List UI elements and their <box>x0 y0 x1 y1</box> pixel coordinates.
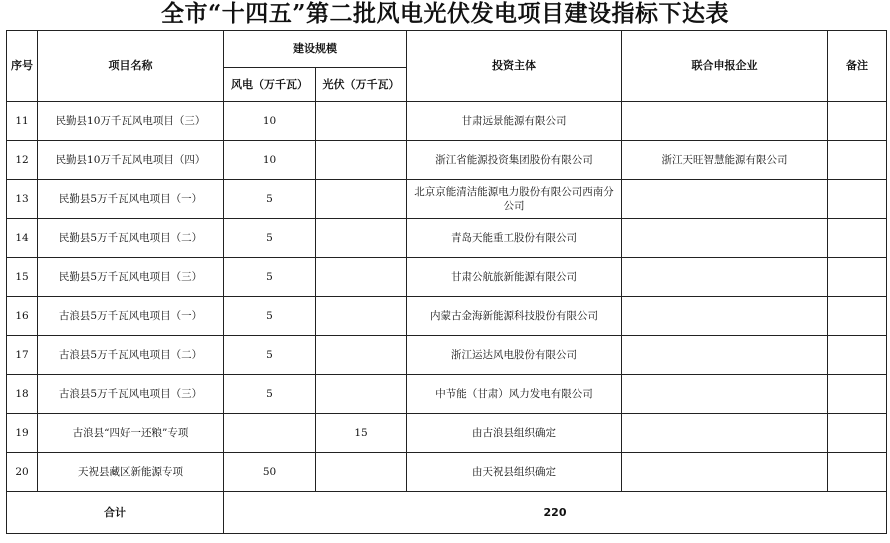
cell-wind: 50 <box>224 453 316 492</box>
cell-partner <box>622 219 828 258</box>
cell-wind <box>224 414 316 453</box>
total-label: 合计 <box>7 492 224 534</box>
cell-investor: 青岛天能重工股份有限公司 <box>407 219 622 258</box>
table-row <box>7 141 887 180</box>
cell-index: 12 <box>7 141 38 180</box>
table-row <box>7 180 887 219</box>
project-table <box>6 30 887 534</box>
total-value: 220 <box>224 492 887 534</box>
cell-remark <box>828 453 887 492</box>
cell-remark <box>828 219 887 258</box>
cell-project-name: 古浪县5万千瓦风电项目（二） <box>38 336 224 375</box>
table-body <box>7 102 887 492</box>
cell-investor: 甘肃远景能源有限公司 <box>407 102 622 141</box>
cell-index: 19 <box>7 414 38 453</box>
cell-investor: 由古浪县组织确定 <box>407 414 622 453</box>
table-row <box>7 102 887 141</box>
cell-partner <box>622 336 828 375</box>
cell-project-name: 民勤县10万千瓦风电项目（四） <box>38 141 224 180</box>
table-row <box>7 453 887 492</box>
cell-project-name: 古浪县5万千瓦风电项目（三） <box>38 375 224 414</box>
cell-project-name: 民勤县10万千瓦风电项目（三） <box>38 102 224 141</box>
cell-solar <box>316 102 407 141</box>
cell-solar <box>316 180 407 219</box>
cell-remark <box>828 336 887 375</box>
cell-wind: 5 <box>224 375 316 414</box>
cell-remark <box>828 414 887 453</box>
header-wind: 风电（万千瓦） <box>224 68 316 102</box>
cell-wind: 5 <box>224 258 316 297</box>
table-row <box>7 336 887 375</box>
header-scale: 建设规模 <box>224 31 407 68</box>
cell-partner <box>622 258 828 297</box>
cell-solar <box>316 336 407 375</box>
header-remark: 备注 <box>828 31 887 102</box>
header-partner: 联合申报企业 <box>622 31 828 102</box>
cell-remark <box>828 141 887 180</box>
cell-solar <box>316 453 407 492</box>
cell-investor: 浙江运达风电股份有限公司 <box>407 336 622 375</box>
cell-partner <box>622 297 828 336</box>
cell-project-name: 民勤县5万千瓦风电项目（一） <box>38 180 224 219</box>
cell-investor: 内蒙古金海新能源科技股份有限公司 <box>407 297 622 336</box>
cell-partner <box>622 102 828 141</box>
cell-project-name: 古浪县5万千瓦风电项目（一） <box>38 297 224 336</box>
cell-partner <box>622 453 828 492</box>
cell-project-name: 古浪县“四好一还粮”专项 <box>38 414 224 453</box>
cell-index: 11 <box>7 102 38 141</box>
cell-investor: 北京京能清洁能源电力股份有限公司西南分公司 <box>407 180 622 219</box>
cell-index: 17 <box>7 336 38 375</box>
cell-project-name: 民勤县5万千瓦风电项目（二） <box>38 219 224 258</box>
cell-project-name: 民勤县5万千瓦风电项目（三） <box>38 258 224 297</box>
table-row <box>7 258 887 297</box>
cell-wind: 10 <box>224 102 316 141</box>
cell-remark <box>828 258 887 297</box>
cell-wind: 5 <box>224 180 316 219</box>
table-row <box>7 414 887 453</box>
cell-index: 13 <box>7 180 38 219</box>
cell-partner: 浙江天旺智慧能源有限公司 <box>622 141 828 180</box>
total-row <box>7 492 887 534</box>
table-row <box>7 375 887 414</box>
cell-remark <box>828 297 887 336</box>
header-name: 项目名称 <box>38 31 224 102</box>
cell-index: 20 <box>7 453 38 492</box>
cell-solar <box>316 141 407 180</box>
table-row <box>7 297 887 336</box>
cell-solar <box>316 258 407 297</box>
cell-index: 16 <box>7 297 38 336</box>
cell-remark <box>828 375 887 414</box>
table-row <box>7 219 887 258</box>
header-investor: 投资主体 <box>407 31 622 102</box>
page-title: 全市“十四五”第二批风电光伏发电项目建设指标下达表 <box>161 0 729 27</box>
header-solar: 光伏（万千瓦） <box>316 68 407 102</box>
cell-solar: 15 <box>316 414 407 453</box>
cell-investor: 浙江省能源投资集团股份有限公司 <box>407 141 622 180</box>
cell-solar <box>316 219 407 258</box>
cell-index: 15 <box>7 258 38 297</box>
cell-wind: 10 <box>224 141 316 180</box>
cell-index: 18 <box>7 375 38 414</box>
cell-investor: 由天祝县组织确定 <box>407 453 622 492</box>
header-index: 序号 <box>7 31 38 102</box>
cell-investor: 甘肃公航旅新能源有限公司 <box>407 258 622 297</box>
cell-index: 14 <box>7 219 38 258</box>
cell-wind: 5 <box>224 297 316 336</box>
cell-solar <box>316 375 407 414</box>
cell-partner <box>622 375 828 414</box>
cell-remark <box>828 102 887 141</box>
cell-project-name: 天祝县藏区新能源专项 <box>38 453 224 492</box>
header-row <box>7 31 887 68</box>
cell-partner <box>622 414 828 453</box>
cell-investor: 中节能（甘肃）风力发电有限公司 <box>407 375 622 414</box>
cell-wind: 5 <box>224 336 316 375</box>
cell-partner <box>622 180 828 219</box>
cell-wind: 5 <box>224 219 316 258</box>
cell-solar <box>316 297 407 336</box>
cell-remark <box>828 180 887 219</box>
